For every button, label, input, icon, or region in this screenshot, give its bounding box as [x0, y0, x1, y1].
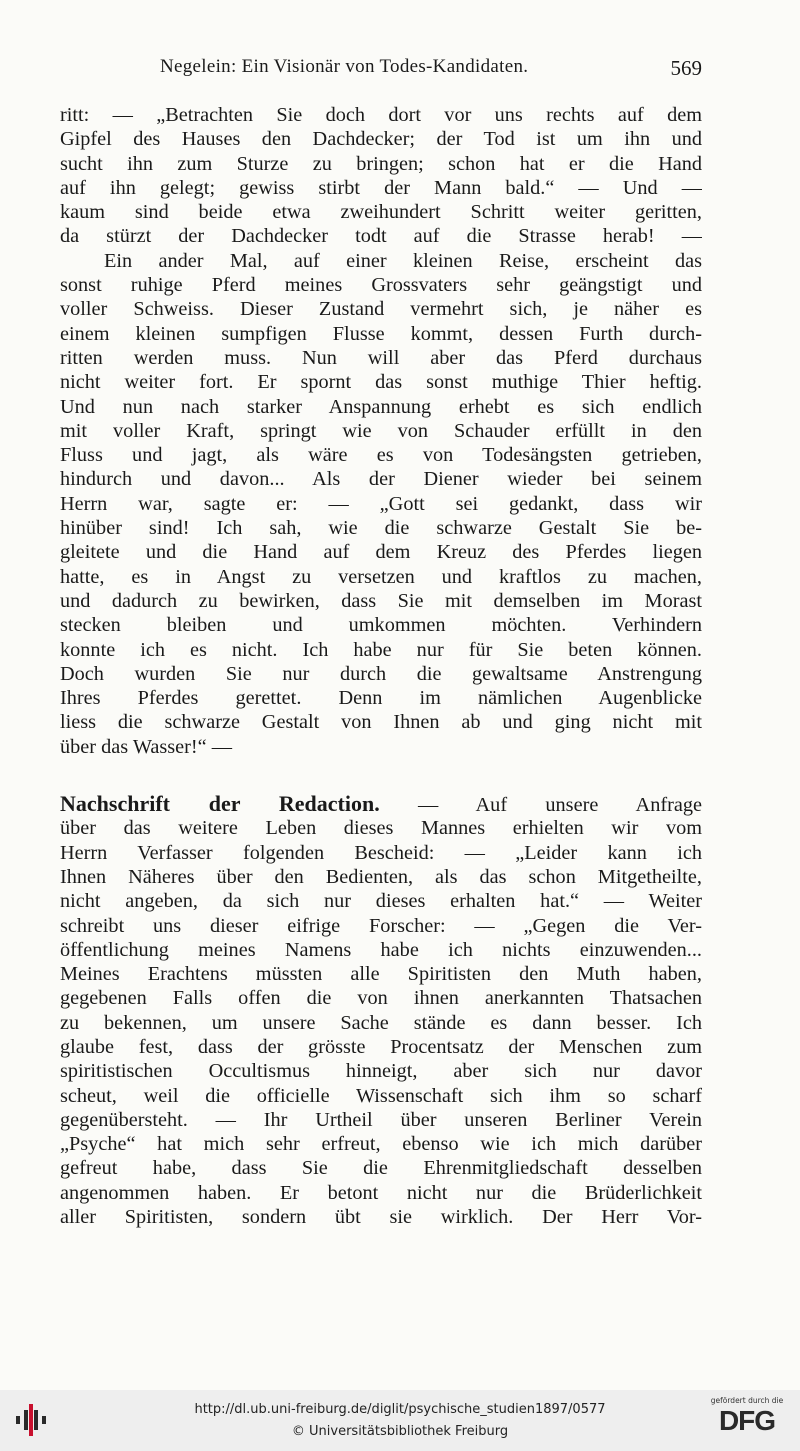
paragraph-3 — [60, 792, 702, 1229]
section-heading-continuation: — Auf unsere Anfrage — [379, 794, 702, 817]
dfg-logo — [704, 1396, 790, 1446]
text-line: liess die schwarze Gestalt von Ihnen ab und ging nicht mit — [60, 711, 702, 734]
text-line: hinüber sind! Ich sah, wie die schwarze Gestalt Sie be- — [60, 517, 702, 540]
page-number: 569 — [670, 56, 702, 80]
text-line: schreibt uns dieser eifrige Forscher: — „Gegen die Ver- — [60, 914, 702, 937]
text-line: Herrn Verfasser folgenden Bescheid: — „Leider kann ich — [60, 841, 702, 864]
text-line: Fluss und jagt, als wäre es von Todesängsten getrieben, — [60, 444, 702, 467]
source-url-link[interactable]: http://dl.ub.uni-freiburg.de/diglit/psychische_studien1897/0577 — [194, 1402, 606, 1417]
text-line: angenommen haben. Er betont nicht nur die Brüderlichkeit — [60, 1181, 702, 1204]
text-line: mit voller Kraft, springt wie von Schauder erfüllt in den — [60, 419, 702, 442]
text-line: über das Wasser!“ — — [60, 735, 233, 758]
text-line: gegenübersteht. — Ihr Urtheil über unseren Berliner Verein — [60, 1108, 702, 1131]
running-title: Negelein: Ein Visionär von Todes-Kandidaten. — [160, 56, 529, 77]
text-line: kaum sind beide etwa zweihundert Schritt weiter geritten, — [60, 201, 702, 224]
text-line: Ein ander Mal, auf einer kleinen Reise, erscheint das — [104, 249, 702, 272]
text-line — [60, 792, 702, 816]
text-line: auf ihn gelegt; gewiss stirbt der Mann bald.“ — Und — — [60, 176, 702, 199]
text-line: hindurch und davon... Als der Diener wieder bei seinem — [60, 468, 702, 491]
running-head — [60, 56, 702, 86]
text-line: und dadurch zu bewirken, dass Sie mit demselben im Morast — [60, 589, 702, 612]
text-line: aller Spiritisten, sondern übt sie wirklich. Der Herr Vor- — [60, 1206, 702, 1229]
dfg-funding-text: gefördert durch die — [710, 1396, 784, 1405]
text-line: spiritistischen Occultismus hinneigt, aber sich nur davor — [60, 1060, 702, 1083]
section-heading: Nachschrift der Redaction. — [60, 792, 380, 817]
text-line: nicht weiter fort. Er spornt das sonst muthige Thier heftig. — [60, 371, 702, 394]
text-line: Doch wurden Sie nur durch die gewaltsame Anstrengung — [60, 662, 702, 685]
text-line: gegebenen Falls offen die von ihnen anerkannten Thatsachen — [60, 987, 702, 1010]
text-line: öffentlichung meines Namens habe ich nichts einzuwenden... — [60, 938, 702, 961]
text-line: sucht ihn zum Sturze zu bringen; schon hat er die Hand — [60, 152, 702, 175]
text-line: Und nun nach starker Anspannung erhebt es sich endlich — [60, 395, 702, 418]
text-line: gleitete und die Hand auf dem Kreuz des Pferdes liegen — [60, 541, 702, 564]
body-text — [60, 103, 702, 1229]
dfg-logo-text: DFG — [718, 1405, 776, 1436]
footer-bar — [0, 1390, 800, 1451]
text-line: über das weitere Leben dieses Mannes erhielten wir vom — [60, 817, 702, 840]
text-line: einem kleinen sumpfigen Flusse kommt, dessen Furth durch- — [60, 322, 702, 345]
text-line: voller Schweiss. Dieser Zustand vermehrt sich, je näher es — [60, 298, 702, 321]
text-line: da stürzt der Dachdecker todt auf die Strasse herab! — — [60, 225, 702, 248]
text-line: Meines Erachtens müssten alle Spiritisten den Muth haben, — [60, 963, 702, 986]
text-line: sonst ruhige Pferd meines Grossvaters sehr geängstigt und — [60, 274, 702, 297]
text-line: zu bekennen, um unsere Sache stände es dann besser. Ich — [60, 1011, 702, 1034]
text-line: „Psyche“ hat mich sehr erfreut, ebenso wie ich mich darüber — [60, 1133, 702, 1156]
text-line: Ihres Pferdes gerettet. Denn im nämlichen Augenblicke — [60, 687, 702, 710]
paragraph-1 — [60, 103, 702, 249]
text-line: gefreut habe, dass Sie die Ehrenmitgliedschaft desselben — [60, 1157, 702, 1180]
paragraph-2 — [60, 249, 702, 759]
text-line: konnte ich es nicht. Ich habe nur für Sie beten können. — [60, 638, 702, 661]
text-line: Gipfel des Hauses den Dachdecker; der Tod ist um ihn und — [60, 128, 702, 151]
text-line: stecken bleiben und umkommen möchten. Verhindern — [60, 614, 702, 637]
paragraph-gap — [60, 759, 702, 792]
text-line: Herrn war, sagte er: — „Gott sei gedankt, dass wir — [60, 492, 702, 515]
text-line: nicht angeben, da sich nur dieses erhalten hat.“ — Weiter — [60, 890, 702, 913]
text-line: Ihnen Näheres über den Bedienten, als das schon Mitgetheilte, — [60, 865, 702, 888]
text-line: scheut, weil die officielle Wissenschaft sich ihm so scharf — [60, 1084, 702, 1107]
copyright-text: © Universitätsbibliothek Freiburg — [291, 1424, 509, 1439]
text-line: ritten werden muss. Nun will aber das Pferd durchaus — [60, 346, 702, 369]
text-line: glaube fest, dass der grösste Procentsatz der Menschen zum — [60, 1035, 702, 1058]
text-line: ritt: — „Betrachten Sie doch dort vor uns rechts auf dem — [60, 104, 702, 126]
text-line: hatte, es in Angst zu versetzen und kraftlos zu machen, — [60, 565, 702, 588]
